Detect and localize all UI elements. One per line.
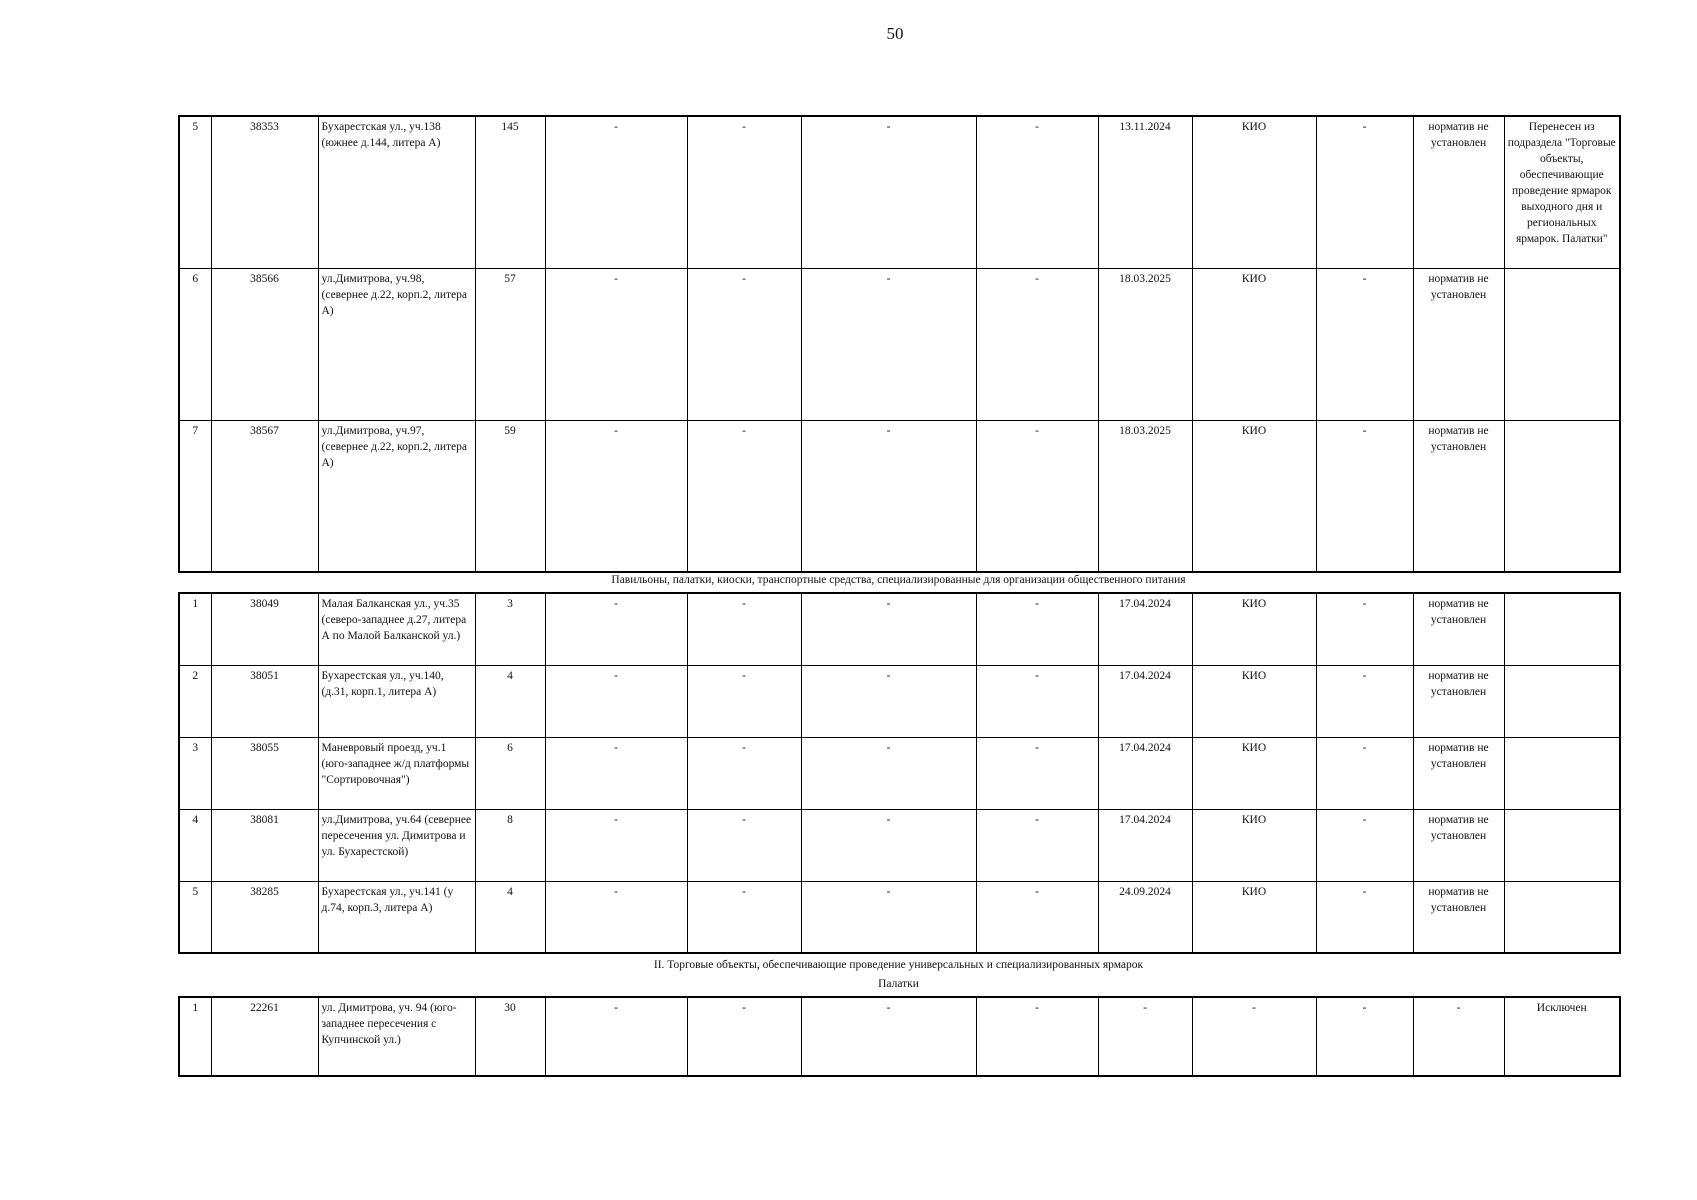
cell-date: 17.04.2024 bbox=[1098, 737, 1192, 809]
cell-empty-dash: - bbox=[545, 737, 687, 809]
table-row bbox=[179, 420, 1620, 572]
cell-row-number: 6 bbox=[179, 268, 211, 420]
table-row bbox=[179, 881, 1620, 953]
cell-date: - bbox=[1098, 997, 1192, 1076]
section-3-title: II. Торговые объекты, обеспечивающие проведение универсальных и специализированных ярмарок bbox=[653, 959, 1144, 971]
cell-note bbox=[1504, 809, 1620, 881]
cell-empty-dash: - bbox=[545, 593, 687, 665]
cell-norm: - bbox=[1413, 997, 1504, 1076]
cell-address: ул.Димитрова, уч.98, (севернее д.22, корп.2, литера А) bbox=[318, 268, 475, 420]
cell-address: Маневровый проезд, уч.1 (юго-западнее ж/д платформы "Сортировочная") bbox=[318, 737, 475, 809]
cell-empty-dash: - bbox=[1316, 420, 1413, 572]
cell-note bbox=[1504, 268, 1620, 420]
table-section-1 bbox=[178, 115, 1621, 573]
cell-empty-dash: - bbox=[687, 420, 801, 572]
cell-organization: КИО bbox=[1192, 665, 1316, 737]
table-section-3 bbox=[178, 996, 1621, 1077]
cell-note bbox=[1504, 737, 1620, 809]
cell-empty-dash: - bbox=[976, 268, 1098, 420]
cell-area: 4 bbox=[475, 881, 545, 953]
cell-address: ул.Димитрова, уч.97, (севернее д.22, корп.2, литера А) bbox=[318, 420, 475, 572]
cell-area: 30 bbox=[475, 997, 545, 1076]
cell-organization: КИО bbox=[1192, 268, 1316, 420]
cell-row-number: 3 bbox=[179, 737, 211, 809]
cell-organization: КИО bbox=[1192, 881, 1316, 953]
cell-object-id: 38049 bbox=[211, 593, 318, 665]
cell-norm: норматив не установлен bbox=[1413, 881, 1504, 953]
cell-organization: КИО bbox=[1192, 593, 1316, 665]
cell-empty-dash: - bbox=[976, 665, 1098, 737]
cell-empty-dash: - bbox=[545, 665, 687, 737]
cell-empty-dash: - bbox=[545, 997, 687, 1076]
cell-empty-dash: - bbox=[687, 997, 801, 1076]
cell-empty-dash: - bbox=[1316, 737, 1413, 809]
cell-empty-dash: - bbox=[801, 268, 976, 420]
table-row bbox=[179, 268, 1620, 420]
cell-empty-dash: - bbox=[976, 997, 1098, 1076]
cell-object-id: 38055 bbox=[211, 737, 318, 809]
cell-object-id: 38567 bbox=[211, 420, 318, 572]
cell-address: ул. Димитрова, уч. 94 (юго-западнее пересечения с Купчинской ул.) bbox=[318, 997, 475, 1076]
cell-note bbox=[1504, 420, 1620, 572]
cell-empty-dash: - bbox=[687, 268, 801, 420]
table-row bbox=[179, 997, 1620, 1076]
cell-empty-dash: - bbox=[687, 737, 801, 809]
cell-empty-dash: - bbox=[801, 997, 976, 1076]
cell-object-id: 22261 bbox=[211, 997, 318, 1076]
cell-empty-dash: - bbox=[976, 593, 1098, 665]
cell-empty-dash: - bbox=[1316, 809, 1413, 881]
cell-date: 17.04.2024 bbox=[1098, 665, 1192, 737]
cell-address: Бухарестская ул., уч.138 (южнее д.144, литера А) bbox=[318, 116, 475, 268]
cell-row-number: 5 bbox=[179, 116, 211, 268]
cell-empty-dash: - bbox=[687, 881, 801, 953]
table-row bbox=[179, 665, 1620, 737]
cell-row-number: 1 bbox=[179, 593, 211, 665]
cell-empty-dash: - bbox=[976, 116, 1098, 268]
cell-empty-dash: - bbox=[1316, 881, 1413, 953]
cell-date: 24.09.2024 bbox=[1098, 881, 1192, 953]
cell-empty-dash: - bbox=[976, 809, 1098, 881]
cell-organization: КИО bbox=[1192, 737, 1316, 809]
cell-norm: норматив не установлен bbox=[1413, 420, 1504, 572]
cell-note: Перенесен из подраздела "Торговые объекты, обеспечивающие проведение ярмарок выходного дня и региональных ярмарок. Палатки" bbox=[1504, 116, 1620, 268]
section-2-title: Павильоны, палатки, киоски, транспортные средства, специализированные для организации общественного питания bbox=[611, 574, 1186, 586]
cell-empty-dash: - bbox=[545, 881, 687, 953]
cell-note: Исключен bbox=[1504, 997, 1620, 1076]
table-row bbox=[179, 737, 1620, 809]
cell-object-id: 38051 bbox=[211, 665, 318, 737]
cell-date: 13.11.2024 bbox=[1098, 116, 1192, 268]
cell-empty-dash: - bbox=[687, 665, 801, 737]
cell-note bbox=[1504, 881, 1620, 953]
cell-norm: норматив не установлен bbox=[1413, 665, 1504, 737]
cell-empty-dash: - bbox=[687, 116, 801, 268]
cell-date: 17.04.2024 bbox=[1098, 809, 1192, 881]
cell-object-id: 38566 bbox=[211, 268, 318, 420]
cell-row-number: 5 bbox=[179, 881, 211, 953]
cell-empty-dash: - bbox=[801, 116, 976, 268]
cell-empty-dash: - bbox=[545, 116, 687, 268]
cell-area: 8 bbox=[475, 809, 545, 881]
table-row bbox=[179, 809, 1620, 881]
cell-row-number: 7 bbox=[179, 420, 211, 572]
cell-empty-dash: - bbox=[1316, 116, 1413, 268]
cell-organization: - bbox=[1192, 997, 1316, 1076]
cell-area: 59 bbox=[475, 420, 545, 572]
cell-date: 17.04.2024 bbox=[1098, 593, 1192, 665]
cell-empty-dash: - bbox=[545, 809, 687, 881]
cell-empty-dash: - bbox=[545, 268, 687, 420]
cell-norm: норматив не установлен bbox=[1413, 809, 1504, 881]
cell-organization: КИО bbox=[1192, 116, 1316, 268]
cell-area: 145 bbox=[475, 116, 545, 268]
cell-organization: КИО bbox=[1192, 809, 1316, 881]
cell-norm: норматив не установлен bbox=[1413, 593, 1504, 665]
cell-organization: КИО bbox=[1192, 420, 1316, 572]
cell-row-number: 1 bbox=[179, 997, 211, 1076]
section-3-subtitle: Палатки bbox=[878, 978, 919, 990]
cell-address: Малая Балканская ул., уч.35 (северо-западнее д.27, литера А по Малой Балканской ул.) bbox=[318, 593, 475, 665]
cell-note bbox=[1504, 665, 1620, 737]
page-number: 50 bbox=[886, 24, 904, 43]
cell-address: Бухарестская ул., уч.141 (у д.74, корп.3, литера А) bbox=[318, 881, 475, 953]
cell-object-id: 38353 bbox=[211, 116, 318, 268]
cell-object-id: 38285 bbox=[211, 881, 318, 953]
cell-address: Бухарестская ул., уч.140, (д.31, корп.1, литера А) bbox=[318, 665, 475, 737]
cell-empty-dash: - bbox=[976, 737, 1098, 809]
cell-empty-dash: - bbox=[801, 809, 976, 881]
cell-area: 3 bbox=[475, 593, 545, 665]
cell-empty-dash: - bbox=[801, 881, 976, 953]
cell-empty-dash: - bbox=[687, 809, 801, 881]
cell-empty-dash: - bbox=[801, 737, 976, 809]
cell-empty-dash: - bbox=[801, 420, 976, 572]
cell-row-number: 2 bbox=[179, 665, 211, 737]
cell-norm: норматив не установлен bbox=[1413, 737, 1504, 809]
cell-empty-dash: - bbox=[1316, 593, 1413, 665]
cell-empty-dash: - bbox=[976, 420, 1098, 572]
cell-note bbox=[1504, 593, 1620, 665]
cell-row-number: 4 bbox=[179, 809, 211, 881]
cell-empty-dash: - bbox=[1316, 665, 1413, 737]
cell-area: 4 bbox=[475, 665, 545, 737]
cell-norm: норматив не установлен bbox=[1413, 268, 1504, 420]
table-row bbox=[179, 116, 1620, 268]
cell-area: 57 bbox=[475, 268, 545, 420]
cell-object-id: 38081 bbox=[211, 809, 318, 881]
cell-empty-dash: - bbox=[1316, 997, 1413, 1076]
cell-norm: норматив не установлен bbox=[1413, 116, 1504, 268]
table-section-2 bbox=[178, 592, 1621, 954]
cell-date: 18.03.2025 bbox=[1098, 268, 1192, 420]
cell-date: 18.03.2025 bbox=[1098, 420, 1192, 572]
cell-empty-dash: - bbox=[687, 593, 801, 665]
cell-address: ул.Димитрова, уч.64 (севернее пересечения ул. Димитрова и ул. Бухарестской) bbox=[318, 809, 475, 881]
cell-empty-dash: - bbox=[545, 420, 687, 572]
cell-empty-dash: - bbox=[1316, 268, 1413, 420]
cell-area: 6 bbox=[475, 737, 545, 809]
cell-empty-dash: - bbox=[801, 593, 976, 665]
cell-empty-dash: - bbox=[801, 665, 976, 737]
cell-empty-dash: - bbox=[976, 881, 1098, 953]
table-row bbox=[179, 593, 1620, 665]
